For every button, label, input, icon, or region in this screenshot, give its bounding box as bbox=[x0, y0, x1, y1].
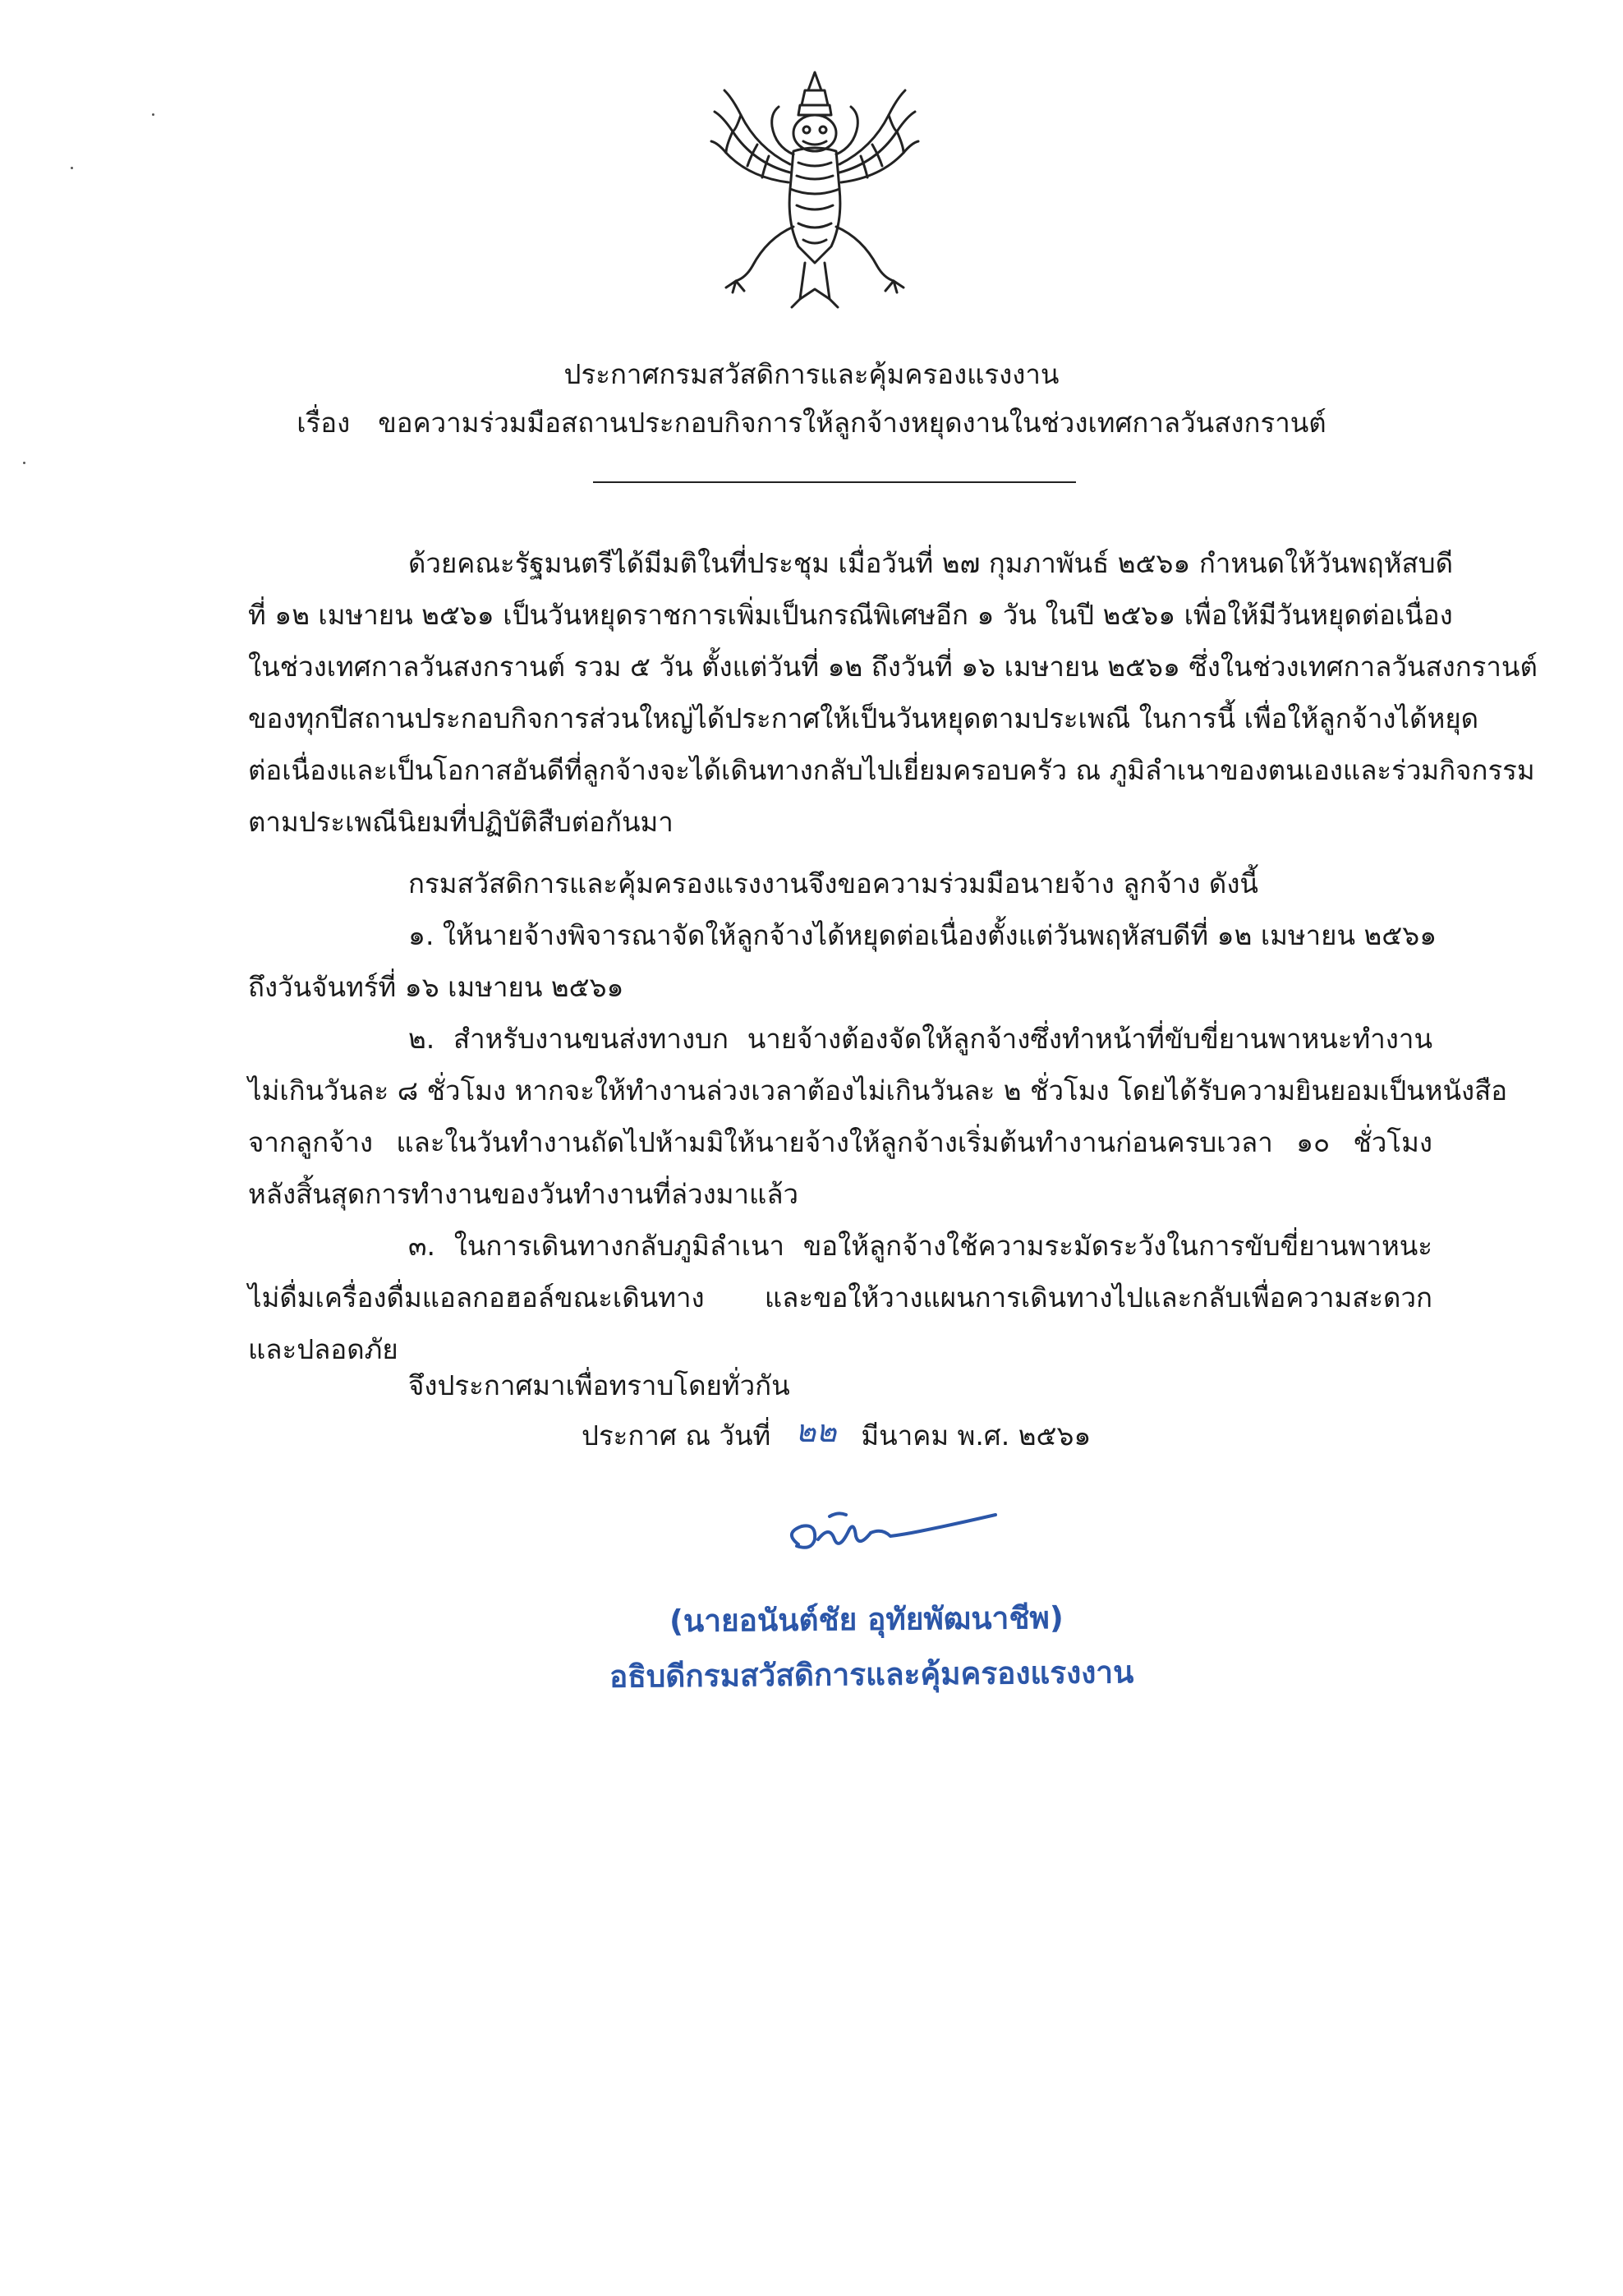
signatory-name: (นายอนันต์ชัย อุทัยพัฒนาชีพ) bbox=[669, 1599, 1064, 1640]
paragraph-line: ต่อเนื่องและเป็นโอกาสอันดีที่ลูกจ้างจะได้เดินทางกลับไปเยี่ยมครอบครัว ณ ภูมิลำเนาของตนเองและร่วมกิจกรรม bbox=[248, 754, 1535, 786]
dateline-prefix: ประกาศ ณ วันที่ bbox=[582, 1419, 771, 1452]
list-item-line: ๓. ในการเดินทางกลับภูมิลำเนา ขอให้ลูกจ้างใช้ความระมัดระวังในการขับขี่ยานพาหนะ bbox=[408, 1230, 1432, 1262]
paragraph-line: ที่ ๑๒ เมษายน ๒๕๖๑ เป็นวันหยุดราชการเพิ่มเป็นกรณีพิเศษอีก ๑ วัน ในปี ๒๕๖๑ เพื่อให้มีวันหยุดต่อเนื่อง bbox=[248, 599, 1453, 631]
subject-row bbox=[0, 405, 1623, 441]
paragraph-line: ในช่วงเทศกาลวันสงกรานต์ รวม ๕ วัน ตั้งแต่วันที่ ๑๒ ถึงวันที่ ๑๖ เมษายน ๒๕๖๑ ซึ่งในช่วงเทศกาลวันสงกรานต์ bbox=[248, 651, 1538, 683]
list-item-line: และปลอดภัย bbox=[248, 1333, 398, 1365]
heading-divider bbox=[593, 481, 1076, 483]
dateline bbox=[582, 1413, 1092, 1454]
paragraph-line: ของทุกปีสถานประกอบกิจการส่วนใหญ่ได้ประกาศให้เป็นวันหยุดตามประเพณี ในการนี้ เพื่อให้ลูกจ้างได้หยุด bbox=[248, 702, 1479, 734]
list-item-line: จากลูกจ้าง และในวันทำงานถัดไปห้ามมิให้นายจ้างให้ลูกจ้างเริ่มต้นทำงานก่อนครบเวลา ๑๐ ชั่วโมง bbox=[248, 1126, 1432, 1158]
list-item-line: ๑. ให้นายจ้างพิจารณาจัดให้ลูกจ้างได้หยุดต่อเนื่องตั้งแต่วันพฤหัสบดีที่ ๑๒ เมษายน ๒๕๖๑ bbox=[408, 919, 1437, 951]
paragraph-line: ตามประเพณีนิยมที่ปฏิบัติสืบต่อกันมา bbox=[248, 806, 674, 838]
paragraph-line: ด้วยคณะรัฐมนตรีได้มีมติในที่ประชุม เมื่อวันที่ ๒๗ กุมภาพันธ์ ๒๕๖๑ กำหนดให้วันพฤหัสบดี bbox=[408, 547, 1454, 579]
subject-text: ขอความร่วมมือสถานประกอบกิจการให้ลูกจ้างหยุดงานในช่วงเทศกาลวันสงกรานต์ bbox=[378, 407, 1326, 439]
list-item-line: หลังสิ้นสุดการทำงานของวันทำงานที่ล่วงมาแล้ว bbox=[248, 1178, 799, 1210]
list-item-line: ถึงวันจันทร์ที่ ๑๖ เมษายน ๒๕๖๑ bbox=[248, 971, 624, 1003]
scan-speck bbox=[71, 167, 73, 169]
closing-line: จึงประกาศมาเพื่อทราบโดยทั่วกัน bbox=[408, 1369, 790, 1401]
subject-label: เรื่อง bbox=[297, 407, 351, 439]
list-item-line: ๒. สำหรับงานขนส่งทางบก นายจ้างต้องจัดให้ลูกจ้างซึ่งทำหน้าที่ขับขี่ยานพาหนะทำงาน bbox=[408, 1023, 1432, 1055]
agency-heading: ประกาศกรมสวัสดิการและคุ้มครองแรงงาน bbox=[563, 358, 1060, 390]
scan-speck bbox=[152, 113, 154, 116]
signatory-title: อธิบดีกรมสวัสดิการและคุ้มครองแรงงาน bbox=[609, 1654, 1134, 1695]
list-item-line: ไม่ดื่มเครื่องดื่มแอลกอฮอล์ขณะเดินทาง และขอให้วางแผนการเดินทางไปและกลับเพื่อความสะดวก bbox=[248, 1281, 1432, 1314]
garuda-emblem-icon bbox=[708, 66, 922, 312]
paragraph-line: กรมสวัสดิการและคุ้มครองแรงงานจึงขอความร่วมมือนายจ้าง ลูกจ้าง ดังนี้ bbox=[408, 867, 1258, 900]
list-item-line: ไม่เกินวันละ ๘ ชั่วโมง หากจะให้ทำงานล่วงเวลาต้องไม่เกินวันละ ๒ ชั่วโมง โดยได้รับความยินยอมเป็นหนังสือ bbox=[248, 1074, 1508, 1107]
handwritten-signature-icon bbox=[780, 1497, 1010, 1571]
dateline-month-year: มีนาคม พ.ศ. ๒๕๖๑ bbox=[861, 1419, 1092, 1452]
scan-speck bbox=[23, 462, 25, 464]
dateline-day: ๒๒ bbox=[795, 1413, 837, 1449]
